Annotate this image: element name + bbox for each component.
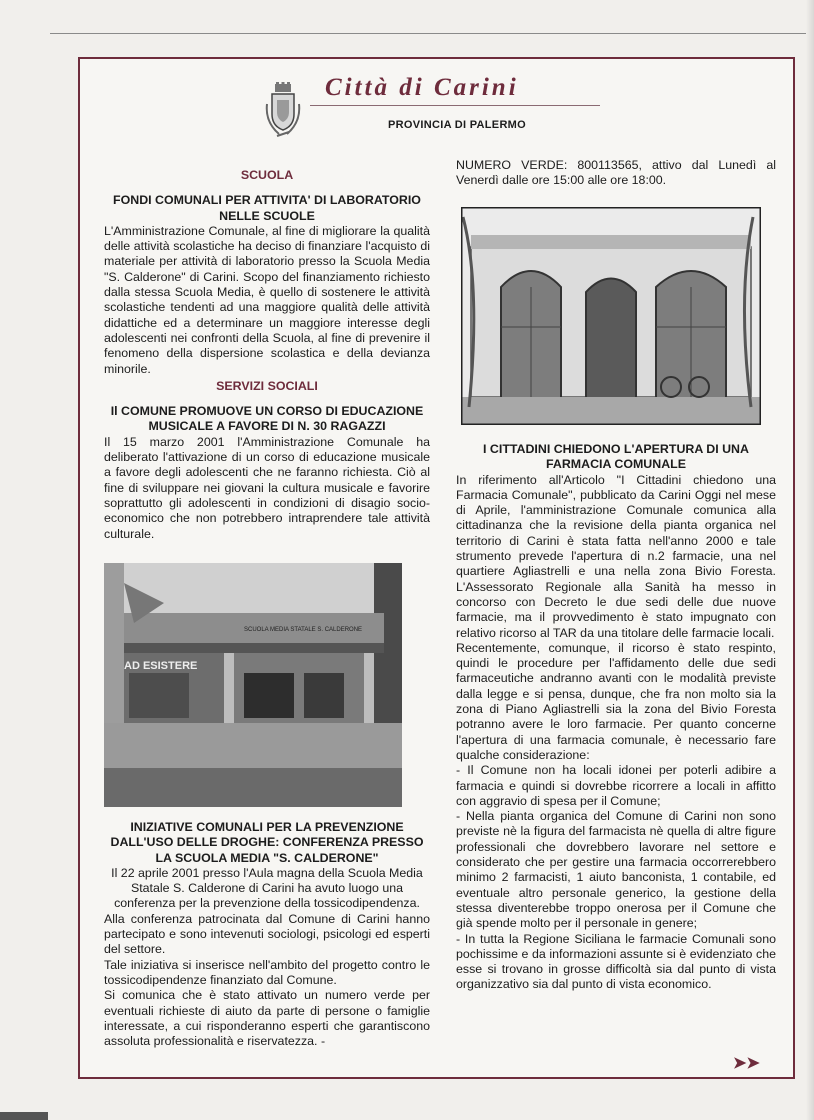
page-title: Città di Carini	[325, 74, 519, 101]
photo-sign-text: SCUOLA MEDIA STATALE S. CALDERONE	[244, 627, 363, 633]
coat-of-arms-icon	[263, 82, 303, 138]
article-body: Recentemente, comunque, il ricorso è stato respinto, quindi le procedure per l'affidamento delle due sedi farmaceutiche andranno avanti con le modalità previste dalla legge e si pensa, dunque, che fra non molto sia la zona di Piano Agliastrelli sia la zona del Bivio Foresta potranno avere le loro farmacie. Per quanto concerne l'apertura di una farmacia comunale, è necessario fare qualche considerazione:	[456, 640, 776, 762]
article-body: Si comunica che è stato attivato un numero verde per eventuali richieste di aiuto da parte di persone o famiglie interessate, a cui risponderanno esperti che garantiscono assoluta professionalità e riservatezza. -	[104, 988, 430, 1049]
article-body: Il 22 aprile 2001 presso l'Aula magna della Scuola Media Statale S. Calderone di Carini ha avuto luogo una conferenza per la prevenzione della tossicodipendenza.	[111, 865, 423, 911]
article-body: - Il Comune non ha locali idonei per poterli adibire a farmacia e quindi si dovrebbe ricorrere a locali in affitto con aggravio di spesa per il Comune;	[456, 763, 776, 808]
article-headline: Il COMUNE PROMUOVE UN CORSO DI EDUCAZIONE MUSICALE A FAVORE DI N. 30 RAGAZZI	[110, 404, 424, 434]
article-headline: FONDI COMUNALI PER ATTIVITA' DI LABORATORIO NELLE SCUOLE	[113, 193, 421, 223]
page-shadow	[806, 0, 814, 1120]
article-body: Il 15 marzo 2001 l'Amministrazione Comunale ha deliberato l'attivazione di un corso di educazione musicale a favore degli adolescenti che ne faranno richiesta. Ciò al fine di sviluppare nei giovani la cultura musicale e favorire soprattutto gli adolescenti in condizioni di disagio socio-economico che non potrebbero intraprendere tale attività culturale.	[104, 434, 430, 541]
article-headline: INIZIATIVE COMUNALI PER LA PREVENZIONE DALL'USO DELLE DROGHE: CONFERENZA PRESSO LA SCUOLA MEDIA "S. CALDERONE"	[110, 820, 424, 865]
right-column	[456, 442, 776, 993]
scan-corner	[0, 1112, 48, 1120]
photo-sign-text: AD ESISTERE	[124, 660, 198, 672]
right-column-top	[456, 158, 776, 189]
school-photo	[104, 563, 402, 807]
continue-arrow-icon: ➤➤	[733, 1055, 760, 1072]
article-body: - In tutta la Regione Siciliana le farmacie Comunali sono pochissime e da informazioni assunte si è evidenziato che esse si trovano in grosse difficoltà sia dal punto di vista organizzativo sia dal punto di vista economico.	[456, 931, 776, 992]
left-column-lower	[104, 820, 430, 1049]
article-body: Alla conferenza patrocinata dal Comune di Carini hanno partecipato e sono intevenuti sociologi, psicologi ed esperti del settore.	[104, 911, 430, 957]
page-subtitle: PROVINCIA DI PALERMO	[388, 119, 527, 131]
pharmacy-photo	[461, 207, 761, 425]
section-label: SERVIZI SOCIALI	[216, 378, 318, 393]
article-body: - Nella pianta organica del Comune di Carini non sono previste nè la figura del farmacista nè quella di altre figure professionali che dovrebbero lavorare nel settore e considerato che per gestire una farmacia occorrerebbero minimo 2 farmacisti, 1 aiuto banconista, 1 contabile, ed eventuale altro personale generico, la gestione della stessa diventerebbe troppo onerosa per il Comune che già spende molto per il personale in genere;	[456, 809, 776, 931]
article-headline: I CITTADINI CHIEDONO L'APERTURA DI UNA FARMACIA COMUNALE	[483, 442, 749, 472]
top-rule	[50, 33, 814, 34]
article-body: Tale iniziativa si inserisce nell'ambito del progetto contro le tossicodipendenze finanziato dal Comune.	[104, 957, 430, 987]
left-column	[104, 168, 430, 542]
title-underline	[310, 105, 600, 106]
section-label: SCUOLA	[240, 168, 294, 182]
article-body: In riferimento all'Articolo "I Cittadini chiedono una Farmacia Comunale", pubblicato da Carini Oggi nel mese di Aprile, l'amministrazione Comunale comunica alla cittadinanza che la revisione della pianta organica nel territorio di Carini è stata fatta nell'anno 2000 e tale strumento prevede l'apertura di n.2 farmacie, una nel quartiere Agliastrelli e una nella zona Bivio Foresta. L'Assessorato Regionale alla Sanità ha messo in concorso con Decreto le due sedi delle due nuove farmacie, ma il provvedimento è stato impugnato con relativo ricorso al TAR da una titolare delle farmacie locali.	[456, 472, 776, 640]
article-body: NUMERO VERDE: 800113565, attivo dal Lunedì al Venerdì dalle ore 15:00 alle ore 18:00.	[456, 158, 776, 188]
article-body: L'Amministrazione Comunale, al fine di migliorare la qualità delle attività scolastiche ha deciso di finanziare l'acquisto di materiale per attività di laboratorio presso la Scuola Media "S. Calderone" di Carini. Scopo del finanziamento richiesto dalla stessa Scuola Media, è quello di sostenere le attività scolastiche tendenti ad una maggiore qualità delle attività didattiche ed a determinare un maggiore interesse degli adolescenti nei confronti della Scuola, al fine di prevenire il fenomeno della dispersione scolastica e della devianza minorile.	[104, 223, 430, 376]
